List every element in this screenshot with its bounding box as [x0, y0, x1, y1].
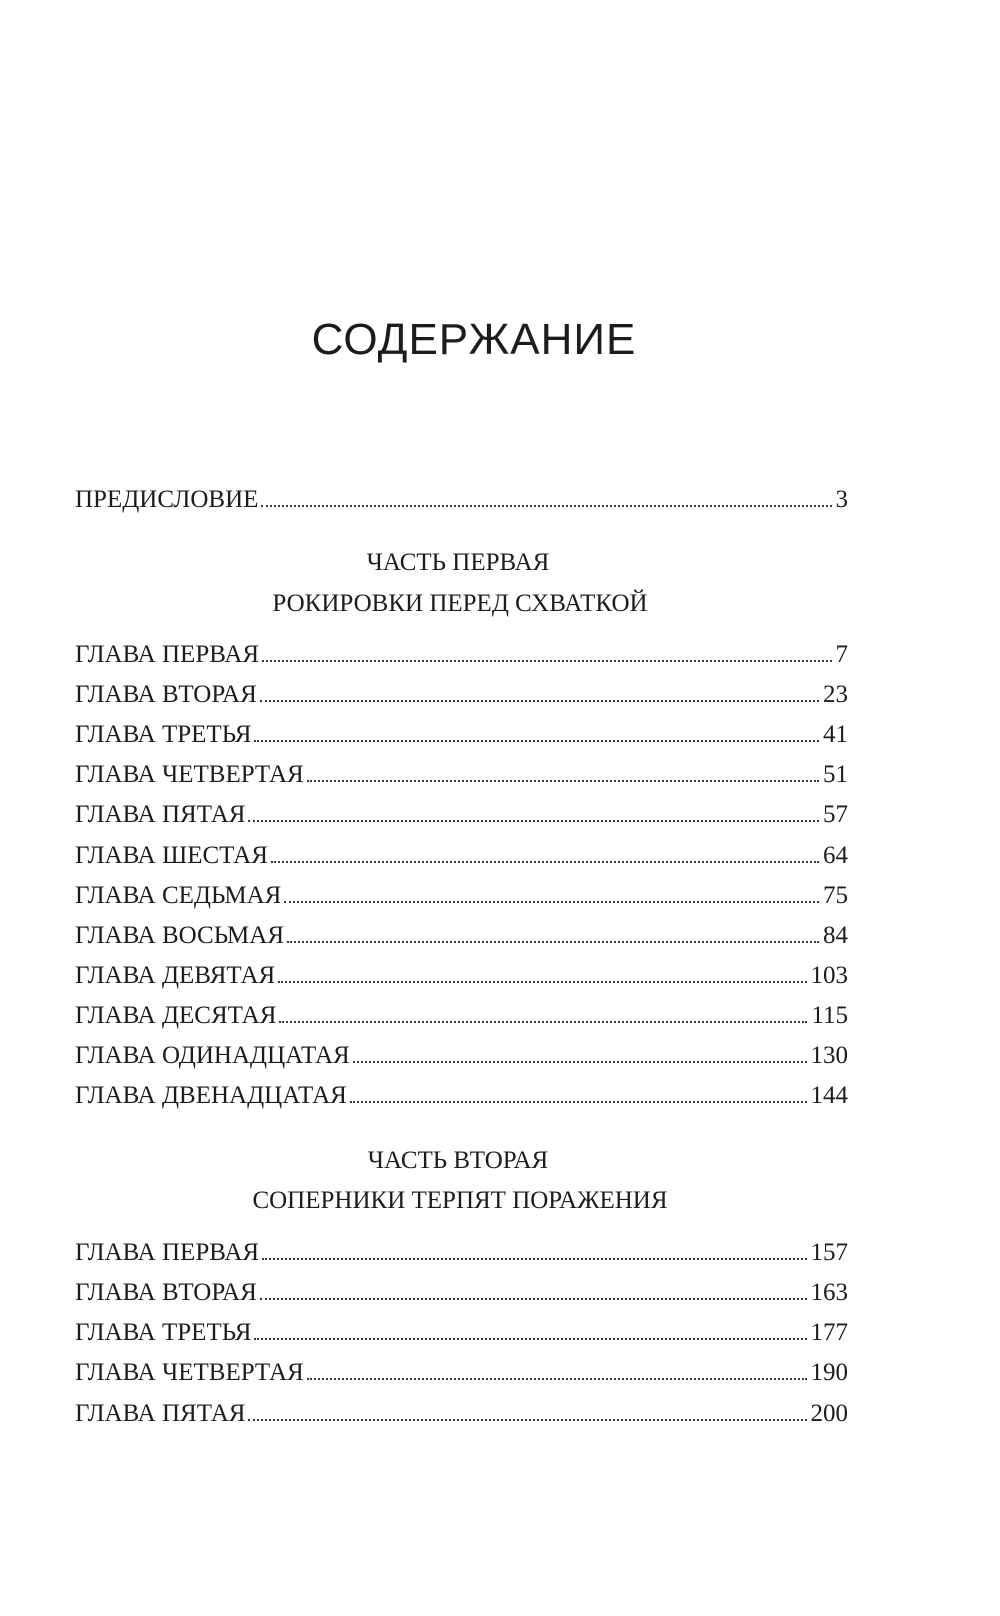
toc-entry-label: ГЛАВА ПЯТАЯ	[75, 1400, 246, 1427]
toc-entry-chapter[interactable]	[75, 832, 848, 868]
toc-entry-chapter[interactable]	[75, 671, 848, 707]
dot-leader	[262, 1258, 806, 1260]
dot-leader	[287, 941, 819, 943]
toc-entry-page: 3	[835, 486, 848, 513]
toc-entry-chapter[interactable]	[75, 1229, 848, 1265]
toc-entry-label: ГЛАВА ВТОРАЯ	[75, 681, 257, 708]
dot-leader	[254, 740, 819, 742]
toc-entry-chapter[interactable]	[75, 1390, 848, 1426]
toc-entry-page: 51	[823, 761, 848, 788]
dot-leader	[353, 1061, 807, 1063]
toc-entry-preface[interactable]	[75, 476, 848, 512]
dot-leader	[248, 1419, 806, 1421]
dot-leader	[260, 1298, 807, 1300]
toc-entry-label: ГЛАВА ТРЕТЬЯ	[75, 1319, 252, 1346]
part-2-subtitle: СОПЕРНИКИ ТЕРПЯТ ПОРАЖЕНИЯ	[252, 1187, 668, 1214]
dot-leader	[248, 820, 819, 822]
toc-entry-label: ГЛАВА ЧЕТВЕРТАЯ	[75, 1359, 304, 1386]
toc-entry-chapter[interactable]	[75, 1349, 848, 1385]
part-1-heading: ЧАСТЬ ПЕРВАЯ	[366, 549, 550, 576]
toc-entry-chapter[interactable]	[75, 1309, 848, 1345]
dot-leader	[307, 1378, 807, 1380]
toc-entry-label: ГЛАВА ВОСЬМАЯ	[75, 922, 285, 949]
part-1-subtitle: РОКИРОВКИ ПЕРЕД СХВАТКОЙ	[272, 590, 648, 617]
dot-leader	[350, 1101, 807, 1103]
toc-entry-label: ГЛАВА СЕДЬМАЯ	[75, 882, 282, 909]
toc-entry-page: 144	[810, 1082, 848, 1109]
toc-entry-page: 64	[823, 842, 848, 869]
toc-entry-label: ГЛАВА ОДИНАДЦАТАЯ	[75, 1042, 350, 1069]
toc-entry-label: ГЛАВА ПЕРВАЯ	[75, 641, 260, 668]
dot-leader	[261, 505, 831, 507]
toc-entry-page: 75	[823, 882, 848, 909]
toc-entry-chapter[interactable]	[75, 1269, 848, 1305]
toc-entry-chapter[interactable]	[75, 791, 848, 827]
toc-entry-label: ГЛАВА ДЕСЯТАЯ	[75, 1002, 277, 1029]
dot-leader	[279, 1021, 807, 1023]
toc-entry-chapter[interactable]	[75, 711, 848, 747]
toc-entry-page: 84	[823, 922, 848, 949]
toc-entry-chapter[interactable]	[75, 992, 848, 1028]
toc-entry-page: 115	[811, 1002, 848, 1029]
toc-entry-chapter[interactable]	[75, 1032, 848, 1068]
toc-entry-label: ПРЕДИСЛОВИЕ	[75, 486, 259, 513]
dot-leader	[254, 1338, 806, 1340]
toc-entry-chapter[interactable]	[75, 872, 848, 908]
dot-leader	[278, 981, 806, 983]
dot-leader	[271, 861, 819, 863]
part-2-heading: ЧАСТЬ ВТОРАЯ	[367, 1147, 549, 1174]
toc-entry-chapter[interactable]	[75, 912, 848, 948]
toc-entry-label: ГЛАВА ДВЕНАДЦАТАЯ	[75, 1082, 347, 1109]
toc-entry-chapter[interactable]	[75, 751, 848, 787]
toc-entry-page: 157	[810, 1239, 848, 1266]
dot-leader	[284, 901, 819, 903]
toc-entry-chapter[interactable]	[75, 952, 848, 988]
toc-entry-page: 7	[835, 641, 848, 668]
toc-entry-label: ГЛАВА ПЯТАЯ	[75, 801, 246, 828]
toc-entry-label: ГЛАВА ДЕВЯТАЯ	[75, 962, 276, 989]
toc-entry-page: 163	[810, 1279, 848, 1306]
toc-entry-page: 177	[810, 1319, 848, 1346]
toc-entry-label: ГЛАВА ВТОРАЯ	[75, 1279, 257, 1306]
toc-entry-page: 103	[810, 962, 848, 989]
toc-entry-page: 41	[823, 721, 848, 748]
toc-entry-page: 130	[810, 1042, 848, 1069]
toc-entry-page: 200	[810, 1400, 848, 1427]
toc-entry-label: ГЛАВА ПЕРВАЯ	[75, 1239, 260, 1266]
toc-entry-page: 23	[823, 681, 848, 708]
toc-entry-page: 57	[823, 801, 848, 828]
toc-entry-label: ГЛАВА ЧЕТВЕРТАЯ	[75, 761, 304, 788]
toc-entry-label: ГЛАВА ТРЕТЬЯ	[75, 721, 252, 748]
toc-entry-label: ГЛАВА ШЕСТАЯ	[75, 842, 268, 869]
toc-entry-chapter[interactable]	[75, 1072, 848, 1108]
toc-entry-chapter[interactable]	[75, 631, 848, 667]
dot-leader	[260, 700, 819, 702]
toc-entry-page: 190	[810, 1359, 848, 1386]
dot-leader	[307, 780, 819, 782]
dot-leader	[262, 660, 831, 662]
page-title: СОДЕРЖАНИЕ	[311, 315, 637, 364]
